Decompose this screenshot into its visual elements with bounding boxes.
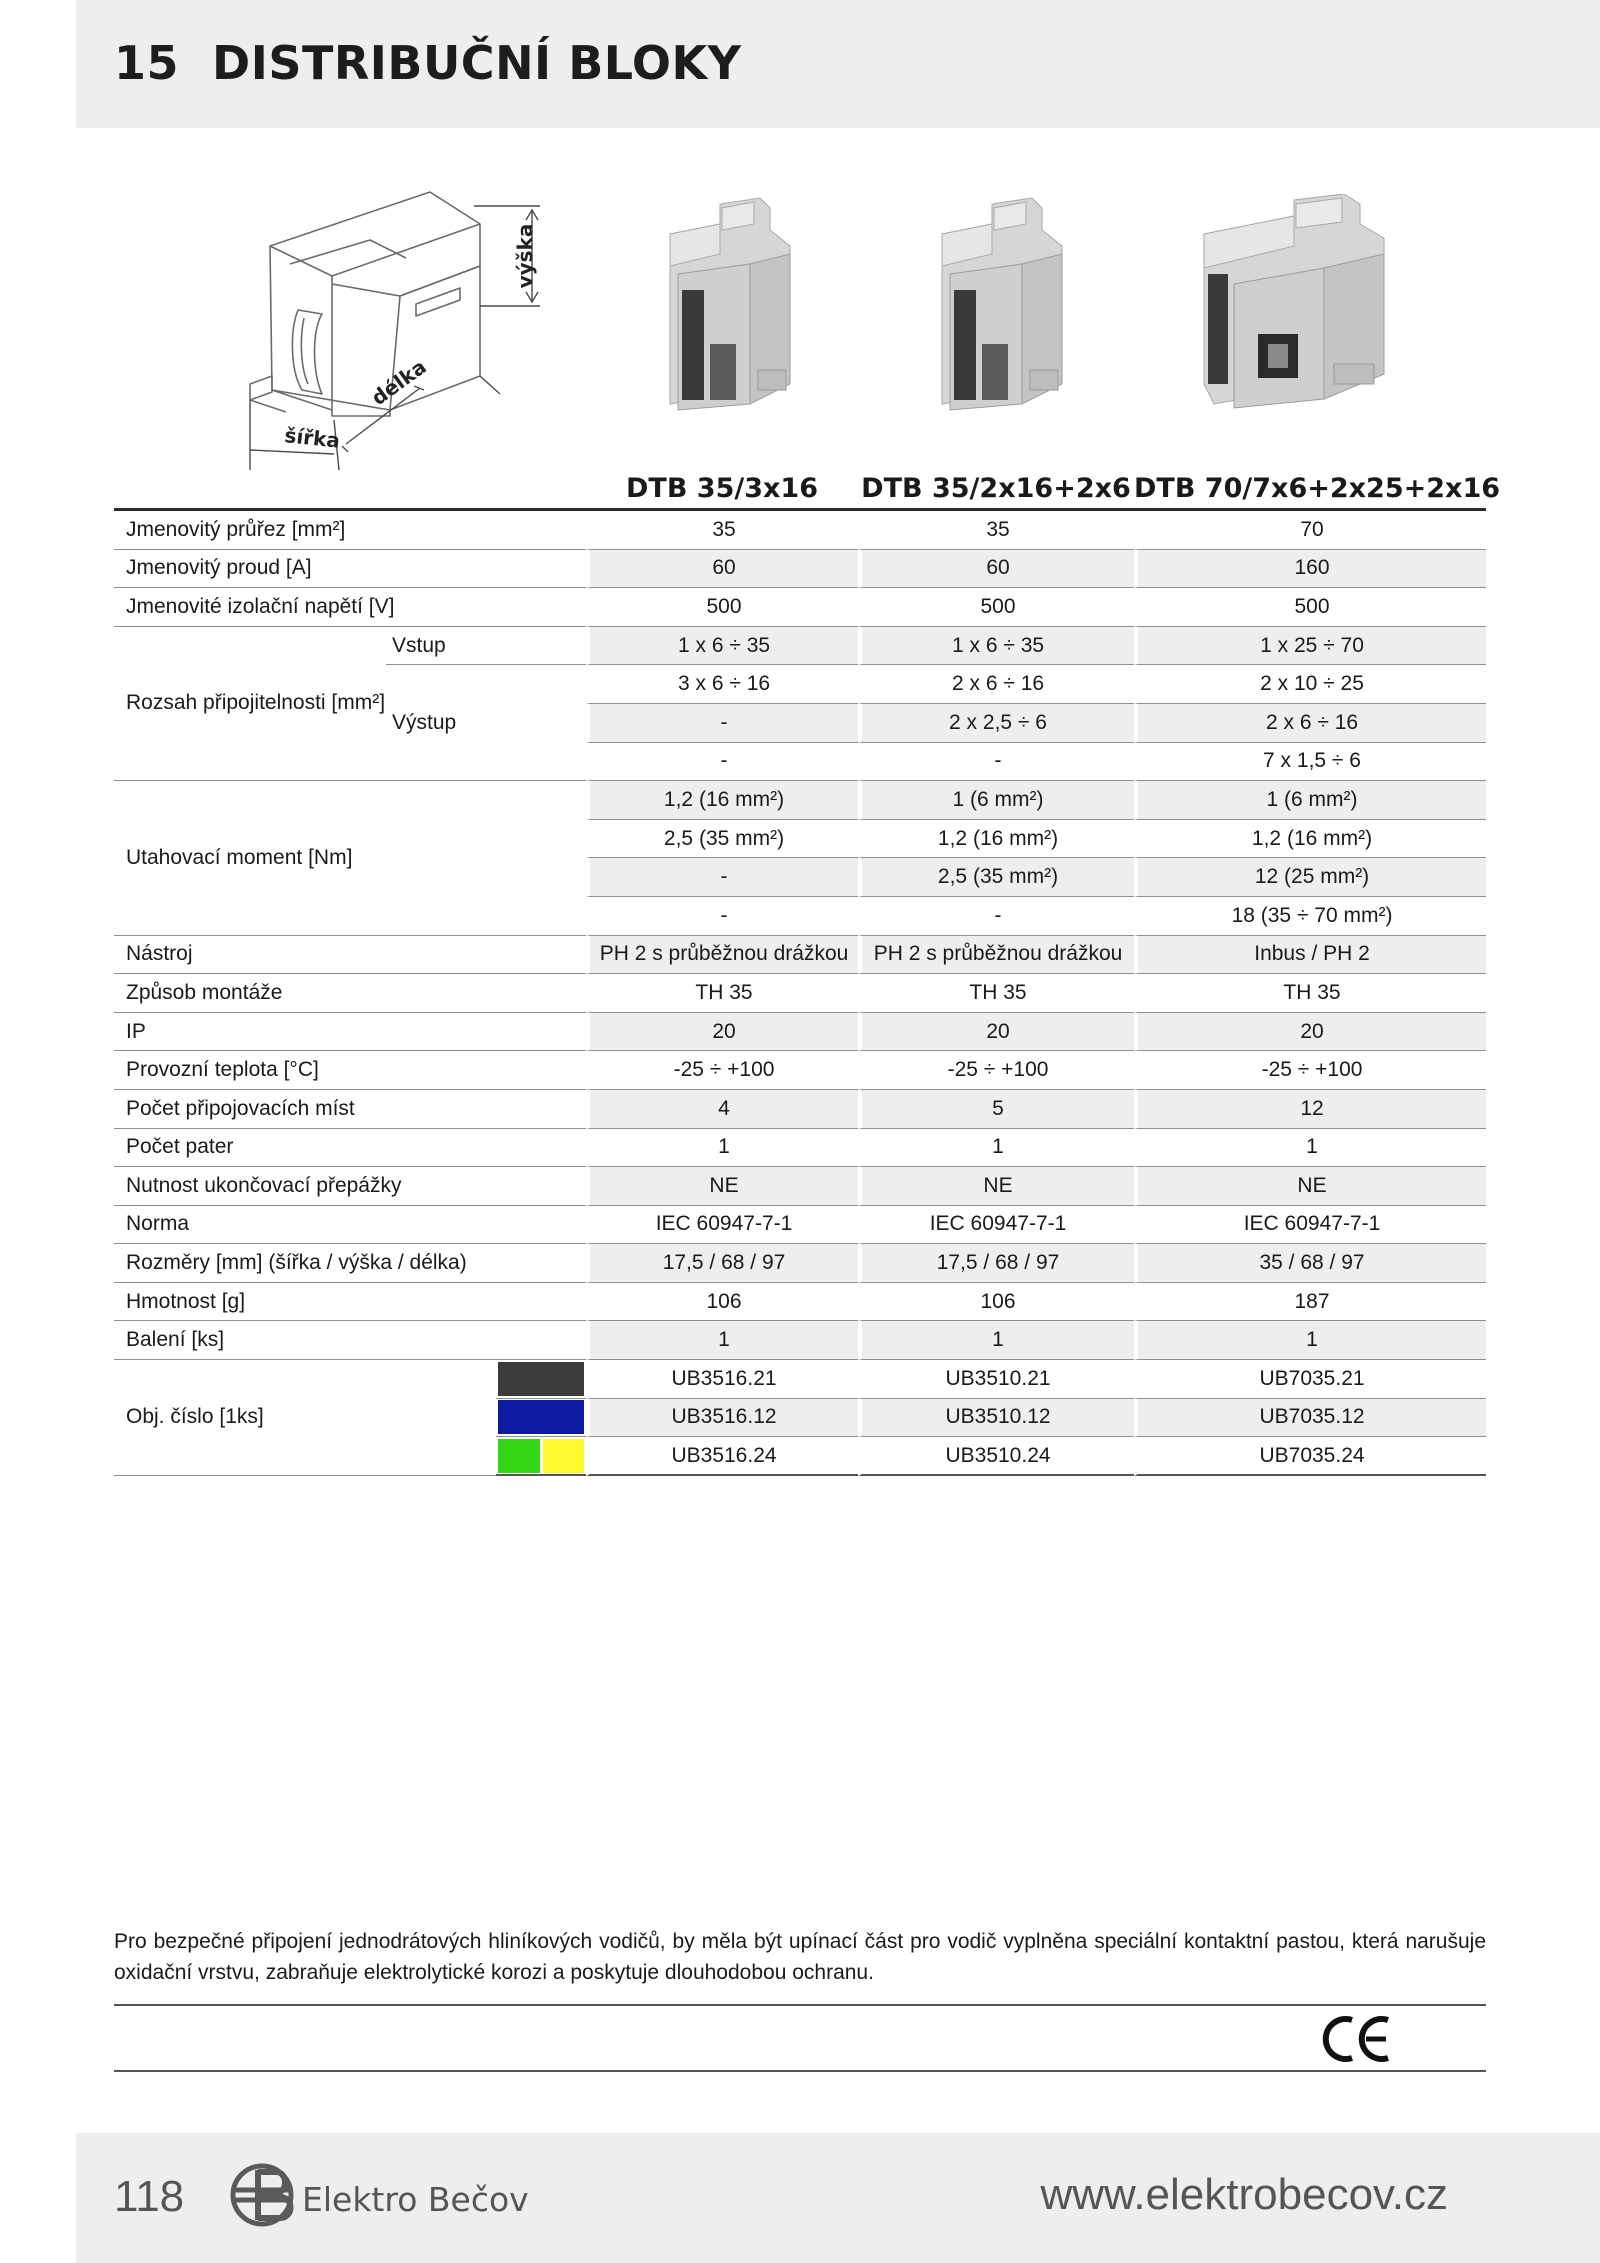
table-row xyxy=(114,1206,1486,1245)
cell-value: 1 xyxy=(586,1321,858,1360)
cell-value: 20 xyxy=(858,1013,1134,1052)
cell-value: 35 xyxy=(858,511,1134,550)
cell-value: 20 xyxy=(1134,1013,1486,1052)
row-sublabel: Výstup xyxy=(386,665,586,781)
table-row xyxy=(114,1051,1486,1090)
table-row xyxy=(114,588,1486,627)
cell-value: 1,2 (16 mm²) xyxy=(1134,820,1486,859)
cell-value: -25 ÷ +100 xyxy=(1134,1051,1486,1090)
row-label: Jmenovitý průřez [mm²] xyxy=(114,511,586,550)
row-label: IP xyxy=(114,1013,586,1052)
cell-value: 2 x 2,5 ÷ 6 xyxy=(858,704,1134,743)
spec-table xyxy=(114,466,1501,1476)
table-row xyxy=(114,1360,1486,1399)
cell-value: UB3510.12 xyxy=(858,1399,1134,1438)
cell-value: 1,2 (16 mm²) xyxy=(586,781,858,820)
cell-value: 3 x 6 ÷ 16 xyxy=(586,665,858,704)
cell-value: 70 xyxy=(1134,511,1486,550)
cell-value: - xyxy=(586,858,858,897)
cell-value: PH 2 s průběžnou drážkou xyxy=(586,936,858,975)
row-label: Nutnost ukončovací přepážky xyxy=(114,1167,586,1206)
table-row xyxy=(114,781,1486,820)
row-label: Rozsah připojitelnosti [mm²] xyxy=(114,627,386,781)
cell-value: TH 35 xyxy=(858,974,1134,1013)
row-label: Jmenovitý proud [A] xyxy=(114,550,586,589)
cell-value: UB7035.21 xyxy=(1134,1360,1486,1399)
model-name: DTB 35/2x16+2x6 xyxy=(861,473,1131,504)
cell-value: 160 xyxy=(1134,550,1486,589)
row-label: Hmotnost [g] xyxy=(114,1283,586,1322)
page-number: 118 xyxy=(114,2172,185,2221)
cell-value: 60 xyxy=(586,550,858,589)
cell-value: - xyxy=(858,897,1134,936)
cell-value: NE xyxy=(858,1167,1134,1206)
row-label: Obj. číslo [1ks] xyxy=(114,1360,496,1476)
cell-value: - xyxy=(586,704,858,743)
brand-logo-icon xyxy=(228,2160,306,2230)
spec-grid xyxy=(114,511,1486,1476)
cell-value: PH 2 s průběžnou drážkou xyxy=(858,936,1134,975)
table-row xyxy=(114,550,1486,589)
cell-value: 106 xyxy=(858,1283,1134,1322)
table-row xyxy=(114,1013,1486,1052)
row-label: Provozní teplota [°C] xyxy=(114,1051,586,1090)
row-label: Norma xyxy=(114,1206,586,1245)
length-label: délka xyxy=(366,354,431,411)
row-label: Počet připojovacích míst xyxy=(114,1090,586,1129)
row-label: Počet pater xyxy=(114,1129,586,1168)
cell-value: IEC 60947-7-1 xyxy=(1134,1206,1486,1245)
product-image-dtb-70 xyxy=(1184,194,1404,424)
cell-value: 2 x 6 ÷ 16 xyxy=(1134,704,1486,743)
cell-value: 17,5 / 68 / 97 xyxy=(858,1244,1134,1283)
model-header-row xyxy=(114,466,1501,511)
cell-value: 500 xyxy=(858,588,1134,627)
table-row xyxy=(114,1090,1486,1129)
cell-value: UB3510.21 xyxy=(858,1360,1134,1399)
row-label: Způsob montáže xyxy=(114,974,586,1013)
divider xyxy=(114,2004,1486,2006)
cell-value: 4 xyxy=(586,1090,858,1129)
cell-value: UB3516.12 xyxy=(586,1399,858,1438)
cell-value: 187 xyxy=(1134,1283,1486,1322)
table-row xyxy=(114,1244,1486,1283)
product-figures xyxy=(230,180,1500,470)
cell-value: NE xyxy=(586,1167,858,1206)
cell-value: 7 x 1,5 ÷ 6 xyxy=(1134,743,1486,782)
color-swatch-cell xyxy=(496,1437,586,1476)
cell-value: TH 35 xyxy=(1134,974,1486,1013)
table-row xyxy=(114,1129,1486,1168)
cell-value: 1 x 25 ÷ 70 xyxy=(1134,627,1486,666)
cell-value: 2 x 10 ÷ 25 xyxy=(1134,665,1486,704)
color-swatch-cell xyxy=(496,1399,586,1438)
cell-value: IEC 60947-7-1 xyxy=(858,1206,1134,1245)
cell-value: UB3516.24 xyxy=(586,1437,858,1476)
cell-value: 17,5 / 68 / 97 xyxy=(586,1244,858,1283)
table-row xyxy=(114,1321,1486,1360)
model-name: DTB 70/7x6+2x25+2x16 xyxy=(1134,473,1501,504)
table-row xyxy=(114,1167,1486,1206)
cell-value: 60 xyxy=(858,550,1134,589)
website-link[interactable]: www.elektrobecov.cz xyxy=(1040,2170,1448,2219)
table-row xyxy=(114,627,1486,666)
color-swatch-cell xyxy=(496,1360,586,1399)
product-image-dtb-35-2x16-2x6 xyxy=(902,194,1102,424)
row-label: Jmenovité izolační napětí [V] xyxy=(114,588,586,627)
cell-value: 12 xyxy=(1134,1090,1486,1129)
cell-value: 1 x 6 ÷ 35 xyxy=(586,627,858,666)
row-label: Nástroj xyxy=(114,936,586,975)
cell-value: 2,5 (35 mm²) xyxy=(858,858,1134,897)
cell-value: 1 xyxy=(858,1321,1134,1360)
cell-value: UB7035.12 xyxy=(1134,1399,1486,1438)
height-label: výška xyxy=(513,223,537,289)
footnote: Pro bezpečné připojení jednodrátových hliníkových vodičů, by měla být upínací část pro vodič vyplněna speciální kontaktní pastou, která narušuje oxidační vrstvu, zabraňuje elektrolytické korozi a poskytuje dlouhodobou ochranu. xyxy=(114,1930,1486,1984)
cell-value: - xyxy=(586,897,858,936)
dimension-drawing xyxy=(230,180,590,470)
color-swatch-black xyxy=(498,1362,584,1396)
cell-value: UB3510.24 xyxy=(858,1437,1134,1476)
cell-value: 2 x 6 ÷ 16 xyxy=(858,665,1134,704)
cell-value: IEC 60947-7-1 xyxy=(586,1206,858,1245)
color-swatch-green-yellow xyxy=(498,1439,584,1473)
table-row xyxy=(114,974,1486,1013)
divider xyxy=(114,2070,1486,2072)
cell-value: 1,2 (16 mm²) xyxy=(858,820,1134,859)
cell-value: Inbus / PH 2 xyxy=(1134,936,1486,975)
cell-value: 2,5 (35 mm²) xyxy=(586,820,858,859)
cell-value: 12 (25 mm²) xyxy=(1134,858,1486,897)
cell-value: 500 xyxy=(586,588,858,627)
product-image-dtb-35-3x16 xyxy=(630,194,830,424)
cell-value: 106 xyxy=(586,1283,858,1322)
page-title xyxy=(114,36,741,90)
cell-value: - xyxy=(858,743,1134,782)
cell-value: - xyxy=(586,743,858,782)
cell-value: UB3516.21 xyxy=(586,1360,858,1399)
row-sublabel: Vstup xyxy=(386,627,586,666)
row-label: Utahovací moment [Nm] xyxy=(114,781,586,935)
cell-value: 1 xyxy=(586,1129,858,1168)
cell-value: TH 35 xyxy=(586,974,858,1013)
cell-value: 1 (6 mm²) xyxy=(1134,781,1486,820)
cell-value: 1 x 6 ÷ 35 xyxy=(858,627,1134,666)
cell-value: NE xyxy=(1134,1167,1486,1206)
cell-value: 5 xyxy=(858,1090,1134,1129)
cell-value: UB7035.24 xyxy=(1134,1437,1486,1476)
width-label: šířka xyxy=(283,423,342,453)
cell-value: 18 (35 ÷ 70 mm²) xyxy=(1134,897,1486,936)
cell-value: 1 xyxy=(1134,1321,1486,1360)
cell-value: 1 (6 mm²) xyxy=(858,781,1134,820)
table-row xyxy=(114,511,1486,550)
cell-value: 1 xyxy=(1134,1129,1486,1168)
color-swatch-blue xyxy=(498,1400,584,1434)
cell-value: -25 ÷ +100 xyxy=(586,1051,858,1090)
cell-value: 35 xyxy=(586,511,858,550)
table-row xyxy=(114,1283,1486,1322)
table-row xyxy=(114,936,1486,975)
cell-value: 20 xyxy=(586,1013,858,1052)
row-label: Rozměry [mm] (šířka / výška / délka) xyxy=(114,1244,586,1283)
ce-mark-icon xyxy=(1322,2014,1394,2064)
model-name: DTB 35/3x16 xyxy=(625,473,819,504)
cell-value: 35 / 68 / 97 xyxy=(1134,1244,1486,1283)
cell-value: -25 ÷ +100 xyxy=(858,1051,1134,1090)
cell-value: 500 xyxy=(1134,588,1486,627)
chapter-number: 15 xyxy=(114,36,180,90)
brand-name: Elektro Bečov xyxy=(302,2180,529,2219)
cell-value: 1 xyxy=(858,1129,1134,1168)
row-label: Balení [ks] xyxy=(114,1321,586,1360)
chapter-title: DISTRIBUČNÍ BLOKY xyxy=(212,36,742,90)
